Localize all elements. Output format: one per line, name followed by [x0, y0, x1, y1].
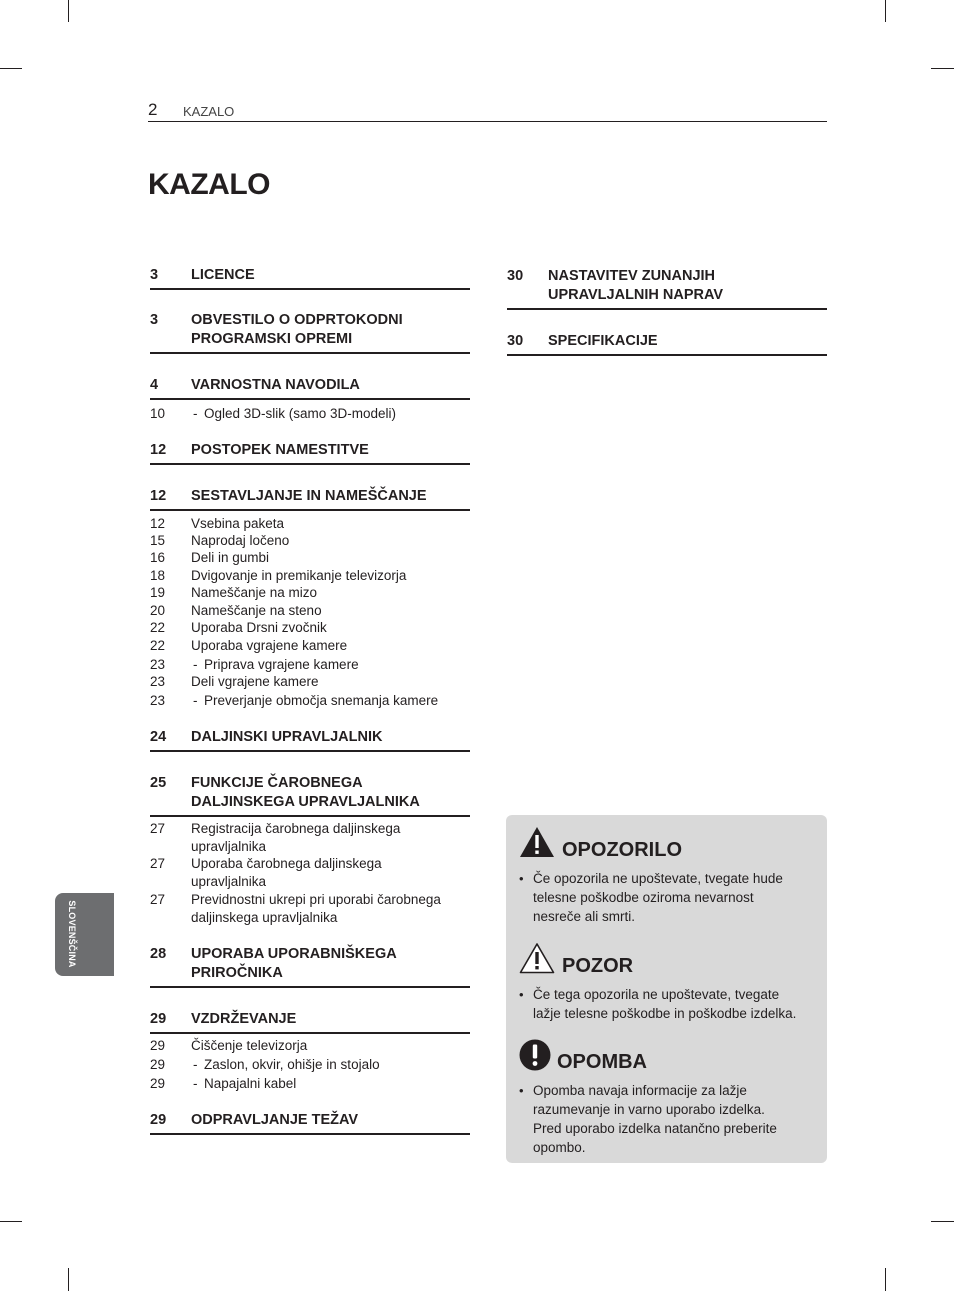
- note-text-line: razumevanje in varno uporabo izdelka.: [533, 1102, 765, 1117]
- toc-subheading-line: Nameščanje na mizo: [191, 585, 318, 600]
- toc-entry-rule: [507, 308, 827, 310]
- toc-heading-line: POSTOPEK NAMESTITVE: [191, 442, 369, 458]
- notes-box: [506, 815, 827, 1163]
- toc-entry-rule: [150, 750, 470, 752]
- toc-subheading-line: Naprodaj ločeno: [191, 533, 290, 548]
- crop-mark: [931, 1221, 954, 1222]
- toc-subheading: [191, 855, 382, 890]
- toc-page-number: 30: [507, 333, 524, 349]
- toc-page-number: 27: [150, 856, 166, 871]
- warning-title: OPOZORILO: [562, 839, 682, 861]
- toc-entry-rule: [150, 1133, 470, 1135]
- toc-entry-rule: [150, 463, 470, 465]
- toc-subheading: [204, 656, 359, 674]
- dash-marker: -: [193, 657, 198, 672]
- toc-heading-line: SPECIFIKACIJE: [548, 333, 658, 349]
- toc-heading-line: LICENCE: [191, 267, 255, 283]
- toc-subheading: [191, 891, 441, 926]
- warning-text-line: Če opozorila ne upoštevate, tvegate hude: [533, 871, 783, 886]
- crop-mark: [0, 68, 22, 69]
- exclamation-circle-icon: [519, 1039, 551, 1071]
- toc-subheading-line: Dvigovanje in premikanje televizorja: [191, 568, 407, 583]
- warning-text-line: nesreče ali smrti.: [533, 909, 636, 924]
- toc-heading: [191, 728, 382, 747]
- toc-heading: [191, 487, 427, 506]
- toc-page-number: 29: [150, 1011, 167, 1027]
- toc-page-number: 12: [150, 488, 167, 504]
- toc-page-number: 16: [150, 550, 166, 565]
- toc-heading: [191, 376, 360, 395]
- toc-subheading: [191, 1037, 307, 1055]
- toc-page-number: 28: [150, 946, 167, 962]
- note-title: OPOMBA: [557, 1051, 647, 1073]
- toc-entry-rule: [150, 288, 470, 290]
- toc-heading-line: SESTAVLJANJE IN NAMEŠČANJE: [191, 488, 427, 504]
- crop-mark: [885, 0, 886, 22]
- toc-page-number: 12: [150, 516, 166, 531]
- toc-subheading-line: daljinskega upravljalnika: [191, 909, 338, 925]
- page-title: KAZALO: [148, 168, 270, 201]
- toc-heading-line: ODPRAVLJANJE TEŽAV: [191, 1112, 359, 1128]
- toc-page-number: 3: [150, 312, 159, 328]
- crop-mark: [68, 0, 69, 22]
- toc-subheading: [191, 584, 317, 602]
- toc-subheading-line: Napajalni kabel: [204, 1076, 297, 1091]
- toc-page-number: 27: [150, 821, 166, 836]
- toc-subheading-line: Zaslon, okvir, ohišje in stojalo: [204, 1057, 380, 1072]
- toc-subheading-line: upravljalnika: [191, 873, 267, 889]
- toc-heading: [191, 441, 369, 460]
- toc-entry-rule: [150, 986, 470, 988]
- crop-mark: [0, 1221, 22, 1222]
- language-tab-label: SLOVENŠČINA: [67, 900, 77, 968]
- toc-heading: [191, 266, 255, 285]
- language-side-tab: [55, 893, 114, 976]
- toc-subheading: [191, 549, 269, 567]
- crop-mark: [885, 1268, 886, 1291]
- warning-text: [533, 869, 783, 926]
- toc-heading-line: VARNOSTNA NAVODILA: [191, 377, 360, 393]
- toc-page-number: 22: [150, 620, 166, 635]
- toc-subheading: [191, 567, 406, 585]
- caution-bullet: •: [519, 987, 524, 1002]
- toc-subheading: [191, 637, 347, 655]
- toc-heading-line: DALJINSKI UPRAVLJALNIK: [191, 729, 383, 745]
- running-header: KAZALO: [183, 104, 235, 119]
- toc-heading: [548, 267, 723, 305]
- toc-subheading: [191, 820, 400, 855]
- toc-subheading: [204, 692, 438, 710]
- toc-page-number: 24: [150, 729, 167, 745]
- toc-subheading-line: Preverjanje območja snemanja kamere: [204, 693, 439, 708]
- toc-heading-line: NASTAVITEV ZUNANJIH: [548, 268, 716, 284]
- toc-page-number: 29: [150, 1038, 166, 1053]
- toc-subheading-line: Uporaba vgrajene kamere: [191, 638, 348, 653]
- toc-page-number: 30: [507, 268, 524, 284]
- toc-heading-line: UPORABA UPORABNIŠKEGA: [191, 946, 397, 962]
- toc-page-number: 10: [150, 406, 166, 421]
- crop-mark: [68, 1268, 69, 1291]
- toc-entry-rule: [507, 354, 827, 356]
- toc-entry-rule: [150, 815, 470, 817]
- toc-subheading-line: Uporaba Drsni zvočnik: [191, 620, 327, 635]
- page-number: 2: [148, 100, 158, 119]
- caution-text-line: Če tega opozorila ne upoštevate, tvegate: [533, 987, 780, 1002]
- toc-heading-line: FUNKCIJE ČAROBNEGA: [191, 775, 363, 791]
- note-text-line: Opomba navaja informacije za lažje: [533, 1083, 747, 1098]
- toc-heading-line: PRIROČNIKA: [191, 965, 283, 981]
- toc-entry-rule: [150, 509, 470, 511]
- note-text-line: opombo.: [533, 1140, 586, 1155]
- toc-page-number: 22: [150, 638, 166, 653]
- toc-page-number: 27: [150, 892, 166, 907]
- toc-page-number: 4: [150, 377, 159, 393]
- toc-heading-line: VZDRŽEVANJE: [191, 1011, 297, 1027]
- toc-entry-rule: [150, 352, 470, 354]
- toc-heading: [191, 774, 420, 812]
- toc-page-number: 23: [150, 674, 166, 689]
- toc-page-number: 29: [150, 1057, 166, 1072]
- toc-page-number: 23: [150, 657, 166, 672]
- toc-subheading: [204, 1075, 296, 1093]
- toc-subheading: [191, 515, 284, 533]
- warning-filled-triangle-icon: [519, 826, 555, 858]
- note-bullet: •: [519, 1083, 524, 1098]
- toc-page-number: 15: [150, 533, 166, 548]
- toc-subheading-line: Previdnostni ukrepi pri uporabi čarobnega: [191, 892, 441, 907]
- toc-subheading-line: Registracija čarobnega daljinskega: [191, 821, 401, 836]
- caution-outline-triangle-icon: [519, 942, 555, 974]
- header-rule: [148, 121, 827, 122]
- toc-subheading-line: Čiščenje televizorja: [191, 1038, 308, 1053]
- toc-page-number: 29: [150, 1076, 166, 1091]
- toc-subheading: [204, 405, 396, 423]
- note-text: [533, 1081, 777, 1157]
- toc-heading: [191, 1010, 296, 1029]
- toc-heading-line: OBVESTILO O ODPRTOKODNI: [191, 312, 403, 328]
- dash-marker: -: [193, 1076, 198, 1091]
- toc-subheading-line: Deli vgrajene kamere: [191, 674, 319, 689]
- toc-subheading-line: Uporaba čarobnega daljinskega: [191, 856, 382, 871]
- caution-text: [533, 985, 796, 1023]
- warning-text-line: telesne poškodbe oziroma nevarnost: [533, 890, 754, 905]
- crop-mark: [931, 68, 954, 69]
- toc-subheading: [191, 602, 322, 620]
- toc-page-number: 23: [150, 693, 166, 708]
- warning-bullet: •: [519, 871, 524, 886]
- toc-page-number: 25: [150, 775, 167, 791]
- toc-page-number: 3: [150, 267, 159, 283]
- toc-heading-line: DALJINSKEGA UPRAVLJALNIKA: [191, 794, 420, 810]
- dash-marker: -: [193, 406, 198, 421]
- dash-marker: -: [193, 1057, 198, 1072]
- toc-subheading: [204, 1056, 380, 1074]
- toc-heading: [191, 1111, 358, 1130]
- toc-heading: [191, 311, 403, 349]
- toc-subheading-line: upravljalnika: [191, 838, 267, 854]
- toc-heading-line: UPRAVLJALNIH NAPRAV: [548, 287, 724, 303]
- toc-subheading: [191, 619, 327, 637]
- toc-page-number: 20: [150, 603, 166, 618]
- toc-subheading-line: Deli in gumbi: [191, 550, 270, 565]
- toc-subheading-line: Ogled 3D-slik (samo 3D-modeli): [204, 406, 397, 421]
- toc-subheading: [191, 673, 319, 691]
- caution-text-line: lažje telesne poškodbe in poškodbe izdelka.: [533, 1006, 797, 1021]
- note-text-line: Pred uporabo izdelka natančno preberite: [533, 1121, 777, 1136]
- toc-heading-line: PROGRAMSKI OPREMI: [191, 331, 353, 347]
- toc-entry-rule: [150, 1032, 470, 1034]
- toc-heading: [191, 945, 397, 983]
- toc-subheading-line: Priprava vgrajene kamere: [204, 657, 359, 672]
- caution-title: POZOR: [562, 955, 634, 977]
- toc-subheading-line: Vsebina paketa: [191, 516, 285, 531]
- toc-subheading-line: Nameščanje na steno: [191, 603, 322, 618]
- toc-entry-rule: [150, 398, 470, 400]
- toc-heading: [548, 332, 658, 351]
- toc-subheading: [191, 532, 289, 550]
- toc-page-number: 19: [150, 585, 166, 600]
- toc-page-number: 29: [150, 1112, 167, 1128]
- toc-page-number: 18: [150, 568, 166, 583]
- dash-marker: -: [193, 693, 198, 708]
- toc-page-number: 12: [150, 442, 167, 458]
